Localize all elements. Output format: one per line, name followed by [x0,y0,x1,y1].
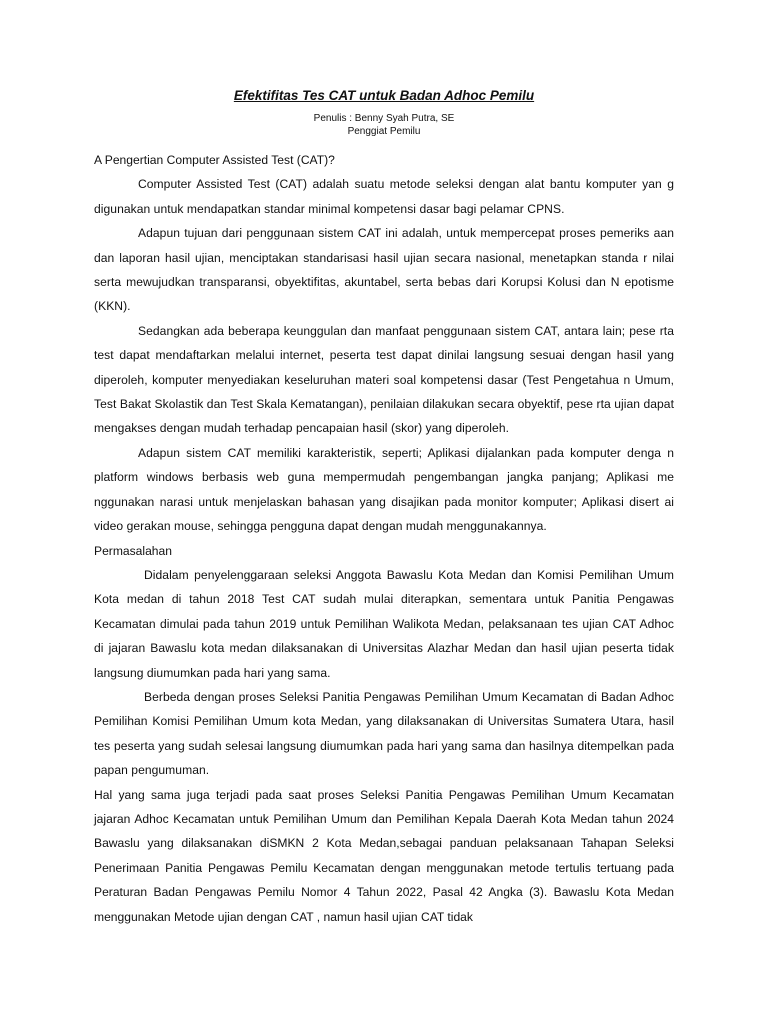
paragraph-problem-comparison: Berbeda dengan proses Seleksi Panitia Pengawas Pemilihan Umum Kecamatan di Badan Adhoc Pemilihan Komisi Pemilihan Umum kota Medan, yang dilaksanakan di Universitas Sumatera Utara, hasil tes peserta yang sudah selesai langsung diumumkan pada hari yang sama dan hasilnya ditempelkan pada papan pengumuman. [94,689,674,778]
author-role: Penggiat Pemilu [347,126,421,137]
paragraph-cat-characteristics: Adapun sistem CAT memiliki karakteristik, seperti; Aplikasi dijalankan pada komputer denga n platform windows berbasis web guna mempermudah pengembangan jangka panjang; Aplikasi me nggunakan narasi untuk menjelaskan bahasan yang disajikan pada monitor komputer; Aplikasi disert ai video gerakan mouse, sehingga pengguna dapat dengan mudah menggunakannya. [94,445,674,534]
section-heading-definition: A Pengertian Computer Assisted Test (CAT)? [94,153,335,167]
paragraph-cat-purpose: Adapun tujuan dari penggunaan sistem CAT ini adalah, untuk mempercepat proses pemeriks aan dan laporan hasil ujian, menciptakan standarisasi hasil ujian secara nasional, menetapkan standa r nilai serta mewujudkan transparansi, obyektifitas, akuntabel, serta bebas dari Korupsi Kolusi dan N epotisme (KKN). [94,226,674,314]
paragraph-problem-history: Didalam penyelenggaraan seleksi Anggota Bawaslu Kota Medan dan Komisi Pemilihan Umum Kota medan di tahun 2018 Test CAT sudah mulai diterapkan, sementara untuk Panitia Pengawas Kecamatan dimulai pada tahun 2019 untuk Pemilihan Walikota Medan, pelaksanaan tes ujian CAT Adhoc di jajaran Bawaslu kota medan dilaksanakan di Universitas Alazhar Medan dan hasil ujian peserta tidak langsung diumumkan pada hari yang sama. [94,567,674,680]
document-body [94,148,674,929]
section-heading-problems: Permasalahan [94,543,172,558]
document-title: Efektifitas Tes CAT untuk Badan Adhoc Pemilu [233,88,535,103]
paragraph-cat-definition: Computer Assisted Test (CAT) adalah suatu metode seleksi dengan alat bantu komputer yan g digunakan untuk mendapatkan standar minimal kompetensi dasar bagi pelamar CPNS. [94,177,674,216]
paragraph-problem-2024: Hal yang sama juga terjadi pada saat proses Seleksi Panitia Pengawas Pemilihan Umum Kecamatan jajaran Adhoc Kecamatan untuk Pemilihan Umum dan Pemilihan Kepala Daerah Kota Medan tahun 2024 Bawaslu yang dilaksanakan diSMKN 2 Kota Medan,sebagai panduan pelaksanaan Tahapan Seleksi Penerimaan Panitia Pengawas Pemilu Kecamatan dengan menggunakan metode tertulis tertuang pada Peraturan Badan Pengawas Pemilu Nomor 4 Tahun 2022, Pasal 42 Angka (3). Bawaslu Kota Medan menggunakan Metode ujian dengan CAT , namun hasil ujian CAT tidak [94,787,674,924]
author-line: Penulis : Benny Syah Putra, SE [313,113,455,124]
paragraph-cat-benefits: Sedangkan ada beberapa keunggulan dan manfaat penggunaan sistem CAT, antara lain; pese rta test dapat mendaftarkan melalui internet, peserta test dapat dinilai langsung sesuai dengan hasil yang diperoleh, komputer menyediakan keseluruhan materi soal kompetensi dasar (Test Pengetahua n Umum, Test Bakat Skolastik dan Test Skala Kematangan), penilaian dilakukan secara obyektif, pese rta ujian dapat mengakses dengan mudah terhadap pencapaian hasil (skor) yang diperoleh. [94,323,674,436]
